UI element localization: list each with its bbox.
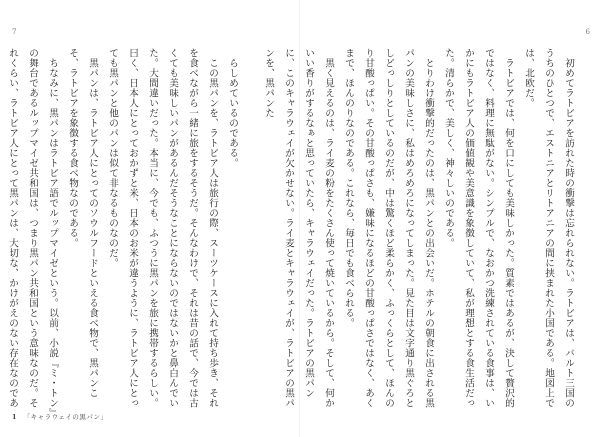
body-paragraph: とりわけ衝撃的だったのは、黒パンとの出会いだ。ホテルの朝食に出される黒パンの美味しさに、私はめろめろになってしまった。見た目は文字通り黒ぐろとしどっしりとしているのだが、中は驚くほど柔らかく、ふっくらとして、ほんのり甘酸っぱい。その甘酸っぱさも、嫌味になるほどの甘酸っぱさではなく、あくまで、ほんのりなのである。これなら、毎日でも食べられる。: [343, 48, 434, 408]
left-page-body: [7, 48, 242, 413]
body-paragraph: らしめているのである。: [227, 57, 238, 168]
body-paragraph: 初めてラトビアを訪れた時の衝撃は忘れられない。ラトビアは、バルト三国のうちのひとつで、エストニアとリトアニアの間に挟まれた小国である。地図上では、北欧だ。: [523, 48, 574, 408]
body-paragraph: ちなみに、黒パンはラトビア語でルップマイゼという。以前、小説『ミ・トン』の舞台であるルップマイゼ共和国は、つまり黒パン共和国という意味なのだ。それくらい、ラトビア人にとって黒パンは、大切な、かけがえのない存在なのであ: [7, 48, 58, 413]
page-number-right: 6: [585, 28, 590, 36]
body-paragraph: 黒く見えるのは、ライ麦の粉をたくさん使って焼いているから。そして、何かいい香りがするなぁと思っていたら、キャラウェイだった。ラトビアの黒パンに、このキャラウェイが欠かせない。ライ麦とキャラウェイが、ラトビアの黒パンを、黒パンた: [263, 48, 334, 408]
right-page-body: [263, 48, 578, 413]
body-paragraph: 黒パンは、ラトビア人にとってのソウルフードといえる食べ物で、黒パンこそ、ラトビアを象徴する食べ物なのである。: [67, 48, 98, 398]
right-page: [263, 0, 600, 437]
chapter-number: 1: [12, 413, 18, 421]
body-paragraph: この黒パンを、ラトビア人は旅行の際、スーツケースに入れて持ち歩き、それを食べながら一緒に旅をするそうだ。そんなわけで、それは昔の話で、今では古くても美味しいパンがあるんだそうなことにならないのではないかと鼻白んでいた。大間違いだった。本当に、今でも、ふつうに黒パンを旅に携帯するらしい。曰く、日本人にとっておかずと米、日本のお米が違うように、ラトビア人にとっても黒パンと他のパンは似て非なるものなのだ。: [107, 48, 218, 408]
chapter-title: 「キャラウェイの黒パン」: [23, 413, 108, 421]
running-footer: [12, 412, 107, 421]
body-paragraph: ラトビアでは、何を口にしても美味しかった。質素ではあるが、決して贅沢的ではなく、料理に無駄がない。シンプルで、なおかつ洗練されている食事は、いかにもラトビア人の価値観や美意識を象徴していて、私が理想とする食生活だった。清らかで、美しく、神々しいのである。: [443, 48, 514, 408]
page-number-left: 7: [12, 28, 17, 36]
